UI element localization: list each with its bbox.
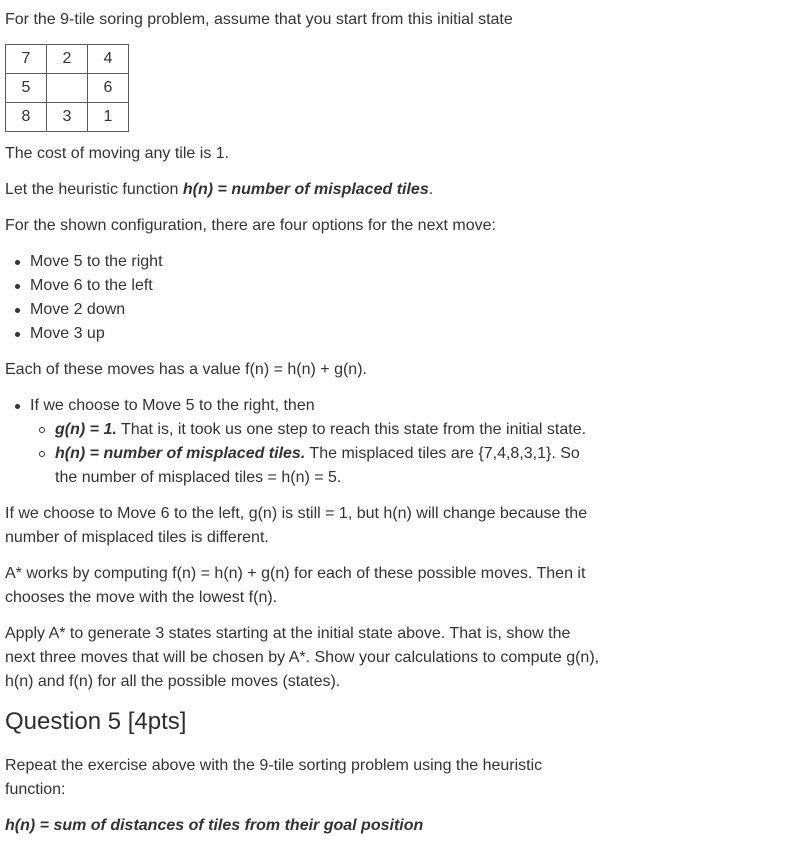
grid-row [6,103,129,132]
grid-row [6,45,129,74]
grid-cell-empty [47,74,88,103]
grid-cell: 8 [6,103,47,132]
sublist-item-h [55,442,605,490]
options-intro: For the shown configuration, there are four options for the next move: [5,217,496,234]
h-text: The misplaced tiles are {7,4,8,3,1}. So the number of misplaced tiles = h(n) = 5. [55,445,580,486]
question-5-text: Repeat the exercise above with the 9-tile sorting problem using the heuristic function: [5,757,543,798]
cost-text: The cost of moving any tile is 1. [5,145,230,162]
g-emphasis: g(n) = 1. [55,421,117,438]
grid-cell: 4 [88,45,129,74]
question-5-heuristic: h(n) = sum of distances of tiles from their goal position [5,817,424,834]
example-lead: If we choose to Move 5 to the right, then [30,397,315,414]
document-body [5,8,605,850]
list-item: Move 3 up [30,322,605,346]
grid-cell: 5 [6,74,47,103]
heuristic-prefix: Let the heuristic function [5,181,183,198]
sublist-item-g [55,418,605,442]
heuristic-text [5,178,605,202]
heuristic-emphasis: h(n) = number of misplaced tiles [182,181,429,198]
grid-row [6,74,129,103]
grid-cell: 6 [88,74,129,103]
puzzle-grid [5,44,129,132]
heuristic-suffix: . [428,181,434,198]
list-item: Move 6 to the left [30,274,605,298]
list-item: Move 5 to the right [30,250,605,274]
list-item: Move 2 down [30,298,605,322]
grid-cell: 7 [6,45,47,74]
example-list [5,394,605,490]
question-heading: Question 5 [4pts] [5,708,187,735]
value-text: Each of these moves has a value f(n) = h(n) + g(n). [5,361,367,378]
moves-list [5,250,605,346]
intro-text: For the 9-tile soring problem, assume that you start from this initial state [5,11,513,28]
apply-paragraph: Apply A* to generate 3 states starting at the initial state above. That is, show the next three moves that will be chosen by A*. Show your calculations to compute g(n), h(n) and f(n) for all the possible moves (states). [5,625,600,690]
grid-cell: 2 [47,45,88,74]
g-text: That is, it took us one step to reach this state from the initial state. [116,421,587,438]
h-emphasis: h(n) = number of misplaced tiles. [55,445,306,462]
astar-paragraph: A* works by computing f(n) = h(n) + g(n) for each of these possible moves. Then it chooses the move with the lowest f(n). [5,565,586,606]
move6-paragraph: If we choose to Move 6 to the left, g(n) is still = 1, but h(n) will change because the number of misplaced tiles is different. [5,505,588,546]
example-sublist [30,418,605,490]
grid-cell: 1 [88,103,129,132]
grid-cell: 3 [47,103,88,132]
list-item [30,394,605,490]
